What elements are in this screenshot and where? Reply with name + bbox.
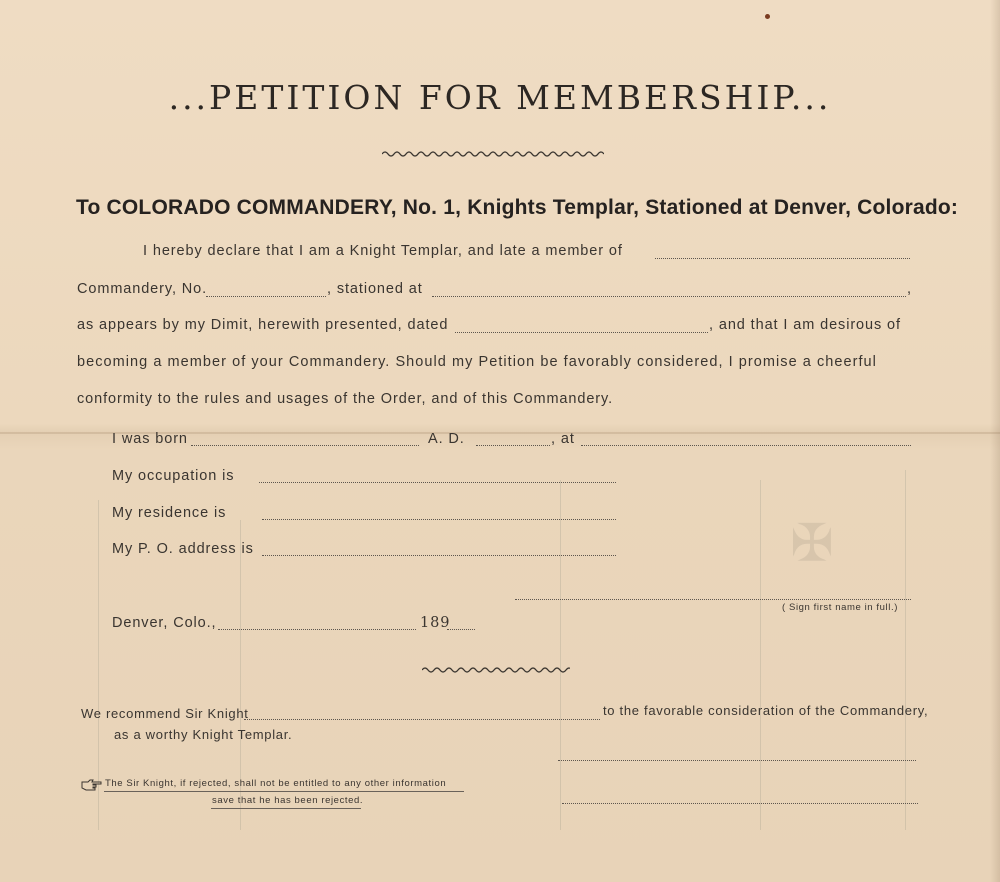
year-prefix: 189 <box>420 615 451 631</box>
declaration-line-1: I hereby declare that I am a Knight Templar, and late a member of <box>143 243 623 259</box>
declaration-line-5: conformity to the rules and usages of the Order, and of this Commandery. <box>77 391 614 407</box>
bleed-line <box>760 480 761 830</box>
footnote-underline-1 <box>104 791 464 792</box>
stationed-at-label: , stationed at <box>327 281 423 297</box>
dimit-date-field[interactable] <box>455 332 708 333</box>
recommend-label: We recommend Sir Knight <box>81 706 249 721</box>
former-commandery-field[interactable] <box>655 258 910 259</box>
date-field[interactable] <box>218 629 416 630</box>
title-divider-ornament <box>382 148 604 160</box>
stationed-at-field[interactable] <box>432 296 906 297</box>
po-address-label: My P. O. address is <box>112 541 254 557</box>
birth-date-field[interactable] <box>191 445 419 446</box>
commandery-number-field[interactable] <box>206 296 326 297</box>
page-title: ...PETITION FOR MEMBERSHIP... <box>168 78 832 117</box>
pointing-hand-icon <box>81 779 103 791</box>
declaration-line-4: becoming a member of your Commandery. Should my Petition be favorably considered, I promise a cheerful <box>77 354 877 370</box>
place-label: Denver, Colo., <box>112 615 217 631</box>
year-suffix-field[interactable] <box>447 629 475 630</box>
dimit-label: as appears by my Dimit, herewith presented, dated <box>77 317 449 333</box>
ad-label: A. D. <box>428 431 465 447</box>
bleed-line <box>560 480 561 830</box>
footnote-line-2: save that he has been rejected. <box>212 795 364 806</box>
recommender-signature-2[interactable] <box>562 803 918 804</box>
recommender-signature-1[interactable] <box>558 760 916 761</box>
recommended-knight-field[interactable] <box>244 719 600 720</box>
po-address-field[interactable] <box>262 555 616 556</box>
footnote-underline-2 <box>211 808 361 809</box>
worthy-label: as a worthy Knight Templar. <box>114 727 293 742</box>
ink-speck <box>765 14 770 19</box>
born-label: I was born <box>112 431 188 447</box>
bleed-line <box>905 470 906 830</box>
residence-label: My residence is <box>112 505 227 521</box>
footnote-line-1: The Sir Knight, if rejected, shall not be entitled to any other information <box>105 778 447 789</box>
signature-field[interactable] <box>515 599 911 600</box>
occupation-field[interactable] <box>259 482 616 483</box>
section-divider-ornament <box>422 665 570 675</box>
birthplace-field[interactable] <box>581 445 911 446</box>
address-line: To COLORADO COMMANDERY, No. 1, Knights Templar, Stationed at Denver, Colorado: <box>76 196 959 219</box>
birth-year-field[interactable] <box>476 445 550 446</box>
paper-edge <box>990 0 1000 882</box>
residence-field[interactable] <box>262 519 616 520</box>
stationed-comma: , <box>907 281 912 297</box>
commandery-no-label: Commandery, No. <box>77 281 208 297</box>
bleed-text: ✠ <box>780 520 840 564</box>
desirous-label: , and that I am desirous of <box>709 317 901 333</box>
birthplace-label: , at <box>551 431 575 447</box>
signature-note: ( Sign first name in full.) <box>782 602 898 613</box>
occupation-label: My occupation is <box>112 468 235 484</box>
favorable-label: to the favorable consideration of the Commandery, <box>603 703 929 718</box>
